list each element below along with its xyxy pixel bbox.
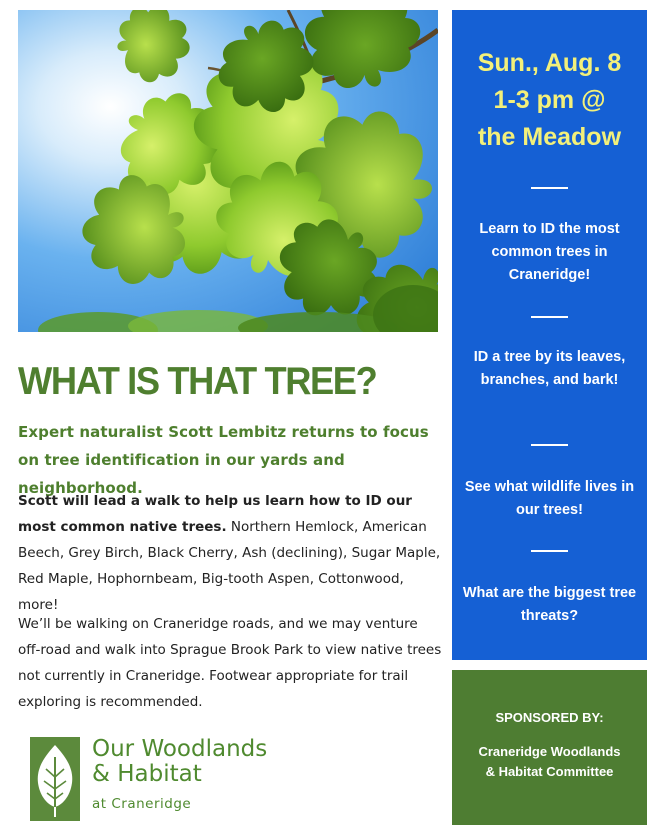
divider: [531, 187, 568, 189]
native-tree-list: Northern Hemlock, American Beech, Grey Birch, Black Cherry, Ash (declining), Sugar Maple, Red Maple, Hophornbeam, Big-tooth Aspen, Cottonwood, more!: [18, 519, 441, 613]
walk-description-strong: Scott will lead a walk to help us learn how to ID our most common native trees.: [18, 493, 412, 535]
route-paragraph: We’ll be walking on Craneridge roads, and we may venture off-road and walk into Sprague Brook Park to view native trees not currently in Craneridge. Footwear appropriate for trail exploring is recommended.: [18, 616, 442, 710]
hero-photo: [18, 10, 438, 332]
walk-description-paragraph: [18, 488, 443, 618]
logo-line2: & Habitat: [92, 761, 202, 787]
divider: [531, 550, 568, 552]
logo-name: [92, 737, 267, 787]
sponsor-name: [452, 742, 647, 782]
divider: [531, 444, 568, 446]
event-panel: [452, 10, 647, 660]
logo-subtitle: at Craneridge: [92, 796, 192, 812]
feature-item: See what wildlife lives in our trees!: [464, 479, 635, 518]
sponsor-name-line2: & Habitat Committee: [485, 764, 614, 779]
woodlands-habitat-logo: [30, 737, 290, 821]
divider: [531, 316, 568, 318]
event-date-time-place: [452, 45, 647, 156]
page-title: WHAT IS THAT TREE?: [18, 360, 377, 403]
lead-paragraph: Expert naturalist Scott Lembitz returns to focus on tree identification in our yards and neighborhood.: [18, 423, 429, 497]
oak-leaves-image: [18, 10, 438, 332]
sponsor-label: SPONSORED BY:: [495, 710, 604, 725]
logo-line1: Our Woodlands: [92, 736, 268, 762]
sponsor-panel: [452, 670, 647, 825]
event-location: the Meadow: [477, 123, 622, 151]
sponsor-name-line1: Craneridge Woodlands: [478, 744, 621, 759]
feature-item: ID a tree by its leaves, branches, and bark!: [473, 349, 626, 388]
event-time: 1-3 pm @: [493, 86, 606, 114]
feature-item: Learn to ID the most common trees in Craneridge!: [479, 221, 620, 283]
leaf-icon: [30, 737, 80, 821]
event-date: Sun., Aug. 8: [477, 49, 622, 77]
feature-item: What are the biggest tree threats?: [462, 585, 637, 624]
